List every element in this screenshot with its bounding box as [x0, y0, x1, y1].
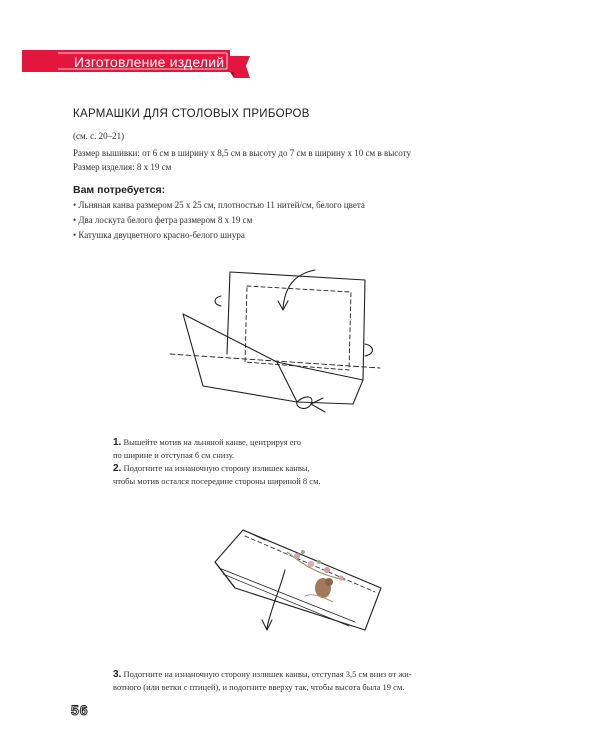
embroidery-size: Размер вышивки: от 6 см в ширину х 8,5 см в высоту до 7 см в ширину х 10 см в высоту: [73, 148, 411, 158]
material-item: • Льняная канва размером 25 х 25 см, плотностью 11 нитей/см, белого цвета: [73, 200, 365, 210]
material-item: • Катушка двуцветного красно-белого шнура: [73, 230, 245, 240]
step-3: [113, 668, 412, 694]
step-2: [113, 462, 321, 488]
step-number: 2.: [113, 463, 122, 474]
step-text: Подогните на изнаночную сторону излишек канвы, отступая 3,5 см вниз от жи-: [121, 669, 412, 679]
section-title: КАРМАШКИ ДЛЯ СТОЛОВЫХ ПРИБОРОВ: [73, 108, 310, 120]
folding-canvas-illustration: [165, 262, 385, 422]
step-1: [113, 436, 301, 462]
material-item: • Два лоскута белого фетра размером 8 х 19 см: [73, 215, 253, 225]
step-text: Вышейте мотив на льняной канве, центрируя его: [121, 437, 302, 447]
step-text: Подогните на изнаночную сторону излишек канвы,: [121, 463, 310, 473]
step-number: 3.: [113, 669, 122, 680]
step-number: 1.: [113, 437, 122, 448]
folded-embroidery-illustration: [205, 522, 395, 640]
step-text: чтобы мотив остался посередине стороны шириной 8 см.: [113, 476, 321, 486]
step-text: вотного (или ветки с птицей), и подогните вверху так, чтобы высота была 19 см.: [113, 682, 405, 692]
item-size: Размер изделия: 8 х 19 см: [73, 162, 172, 172]
materials-title: Вам потребуется:: [73, 184, 166, 196]
step-text: по ширине и отступая 6 см снизу.: [113, 450, 235, 460]
chapter-banner: [22, 48, 232, 78]
page-number: 56: [71, 702, 89, 718]
embroidery-motif: [287, 550, 345, 602]
page-reference: (см. с. 20–21): [73, 131, 125, 141]
banner-title: Изготовление изделий: [74, 54, 225, 70]
